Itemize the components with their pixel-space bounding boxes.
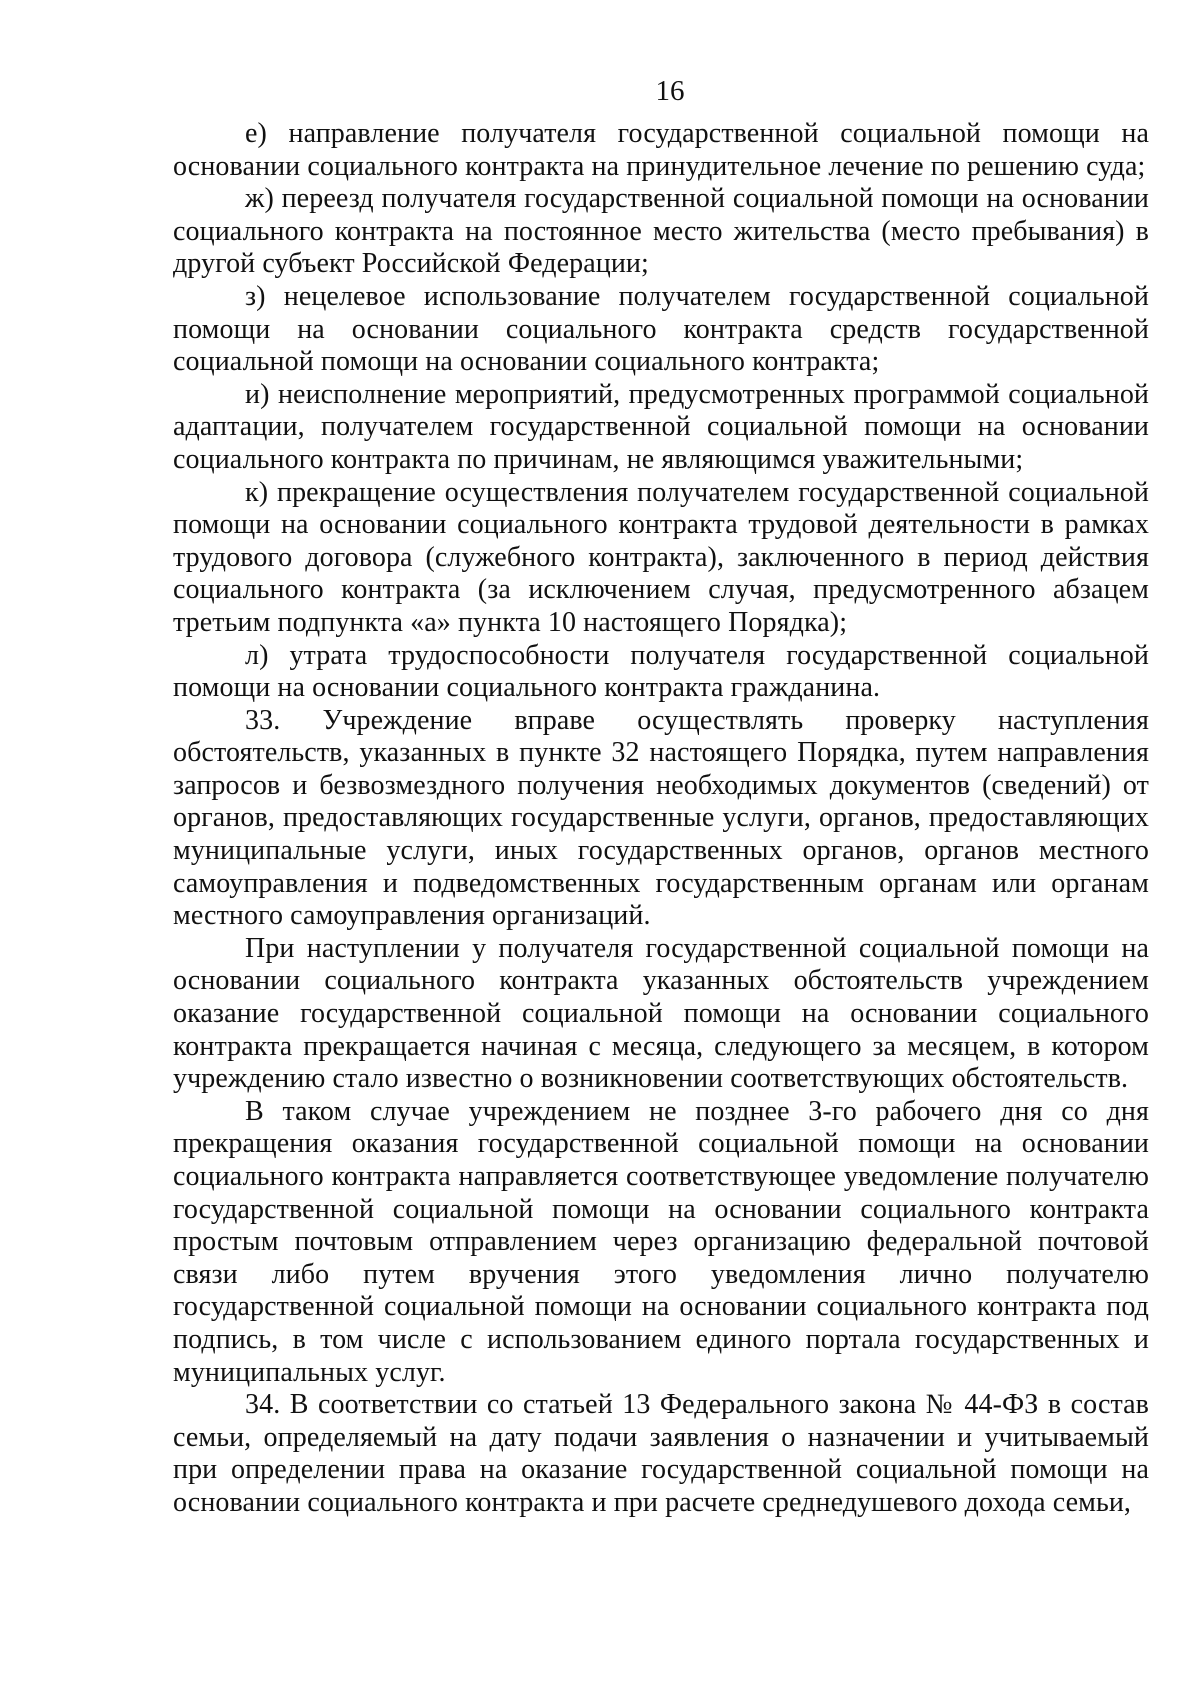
paragraph-clause-34: 34. В соответствии со статьей 13 Федерального закона № 44-ФЗ в состав семьи, определяемый на дату подачи заявления о назначении и учитываемый при определении права на оказание государственной социальной помощи на основании социального контракта и при расчете среднедушевого дохода семьи,: [173, 1389, 1149, 1518]
page-number: 16: [655, 75, 685, 107]
paragraph-item-zh: ж) переезд получателя государственной социальной помощи на основании социального контракта на постоянное место жительства (место пребывания) в другой субъект Российской Федерации;: [173, 183, 1149, 280]
paragraph-item-k: к) прекращение осуществления получателем государственной социальной помощи на основании социального контракта трудовой деятельности в рамках трудового договора (служебного контракта), заключенного в период действия социального контракта (за исключением случая, предусмотренного абзацем третьим подпункта «а» пункта 10 настоящего Порядка);: [173, 476, 1149, 638]
paragraph-item-z: з) нецелевое использование получателем государственной социальной помощи на основании социального контракта средств государственной социальной помощи на основании социального контракта;: [173, 280, 1149, 378]
paragraph-item-l: л) утрата трудоспособности получателя государственной социальной помощи на основании социального контракта гражданина.: [173, 639, 1149, 704]
paragraph-termination: При наступлении у получателя государственной социальной помощи на основании социального контракта указанных обстоятельств учреждением оказание государственной социальной помощи на основании социального контракта прекращается начиная с месяца, следующего за месяцем, в котором учреждению стало известно о возникновении соответствующих обстоятельств.: [173, 932, 1149, 1095]
paragraph-item-i: и) неисполнение мероприятий, предусмотренных программой социальной адаптации, получателем государственной социальной помощи на основании социального контракта по причинам, не являющимся уважительными;: [173, 378, 1149, 475]
paragraph-item-e: е) направление получателя государственной социальной помощи на основании социального контракта на принудительное лечение по решению суда;: [173, 118, 1149, 182]
paragraph-notification: В таком случае учреждением не позднее 3-го рабочего дня со дня прекращения оказания государственной социальной помощи на основании социального контракта направляется соответствующее уведомление получателю государственной социальной помощи на основании социального контракта простым почтовым отправлением через организацию федеральной почтовой связи либо путем вручения этого уведомления лично получателю государственной социальной помощи на основании социального контракта под подпись, в том числе с использованием единого портала государственных и муниципальных услуг.: [173, 1095, 1149, 1388]
paragraph-clause-33: 33. Учреждение вправе осуществлять проверку наступления обстоятельств, указанных в пункте 32 настоящего Порядка, путем направления запросов и безвозмездного получения необходимых документов (сведений) от органов, предоставляющих государственные услуги, органов, предоставляющих муниципальные услуги, иных государственных органов, органов местного самоуправления и подведомственных государственным органам или органам местного самоуправления организаций.: [173, 704, 1149, 932]
document-body: [173, 118, 1149, 1520]
